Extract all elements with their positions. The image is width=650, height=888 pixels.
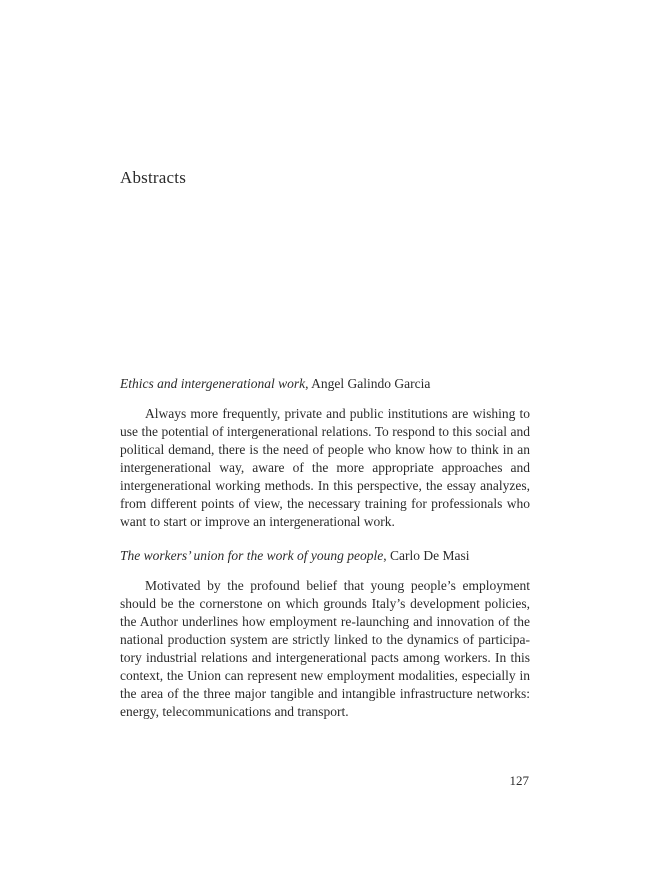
author-name: , Carlo De Masi xyxy=(383,548,470,563)
abstract-title xyxy=(120,375,530,393)
page-number: 127 xyxy=(509,773,529,788)
author-name: , Angel Galindo Garcia xyxy=(305,376,431,391)
work-title: Ethics and intergenerational work xyxy=(120,376,306,391)
section-heading: Abstracts xyxy=(120,168,187,187)
abstract-title xyxy=(120,547,530,565)
abstracts-list xyxy=(120,375,530,737)
abstract-entry xyxy=(120,375,530,531)
abstract-body: Motivated by the profound belief that young people’s employment should be the cornerstone on which grounds Italy’s development policies, the Author underlines how employment re-launching and innovation of the national production system are strictly linked to the dynamics of participatory industrial relations and intergenerational pacts among workers. In this context, the Union can represent new employment modalities, especially in the area of the three major tangible and intangible infrastructure networks: energy, telecommunications and transport. xyxy=(120,578,530,719)
abstract-entry xyxy=(120,547,530,721)
work-title: The workers’ union for the work of young people xyxy=(120,548,384,563)
abstract-body: Always more frequently, private and public institutions are wishing to use the potential of intergenerational relations. To respond to this social and political demand, there is the need of people who know how to think in an intergenerational way, aware of the more appropriate approaches and intergenerational working methods. In this perspective, the essay analyzes, from different points of view, the necessary training for professionals who want to start or improve an intergenerational work. xyxy=(120,406,530,529)
